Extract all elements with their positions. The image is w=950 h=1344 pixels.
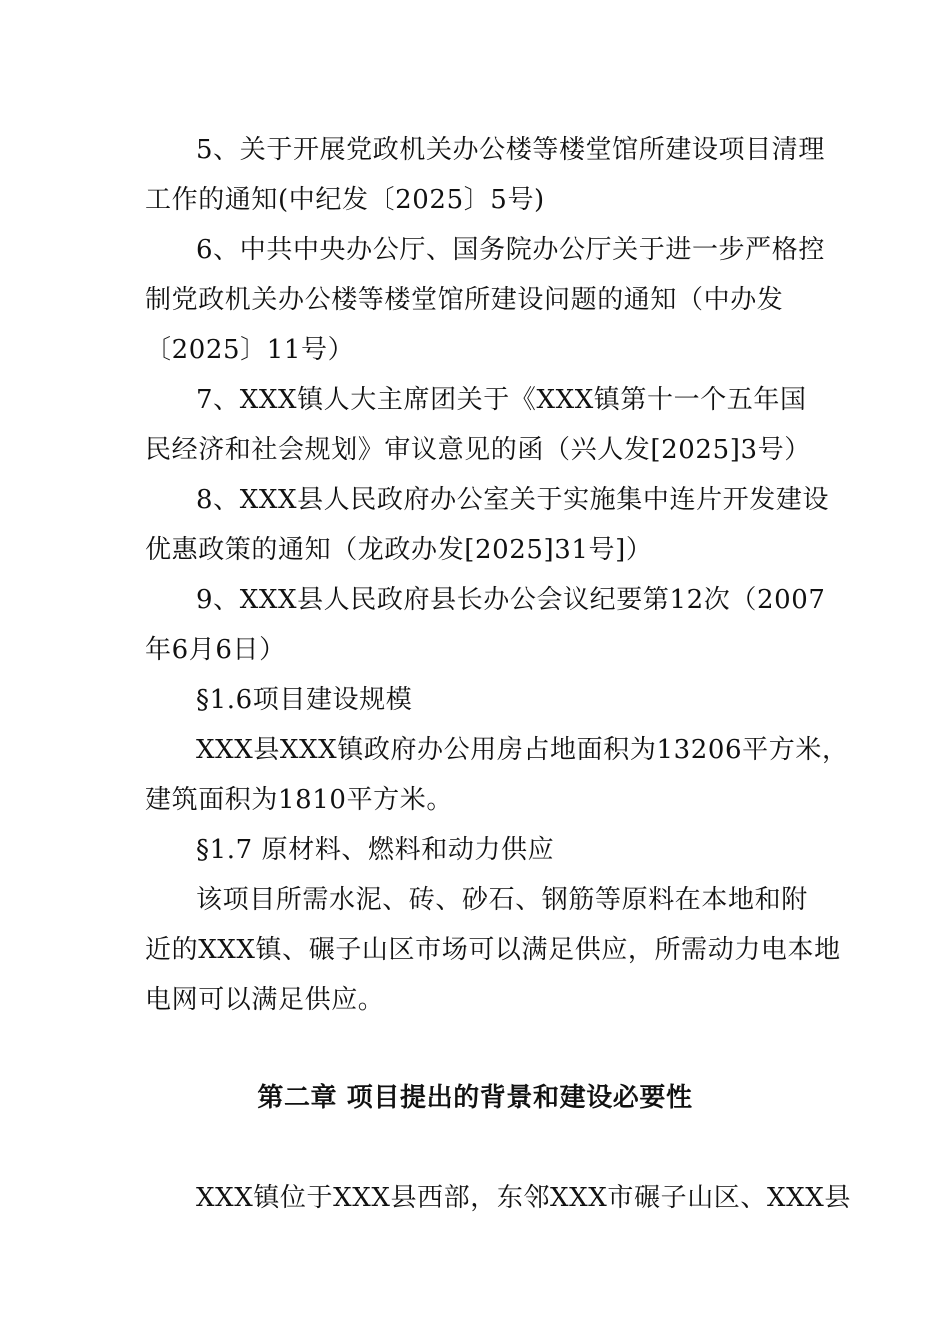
list-item-6-line-1: 6、中共中央办公厅、国务院办公厅关于进一步严格控 xyxy=(196,235,825,265)
list-item-8-line-2: 优惠政策的通知（龙政办发[2025]31号]） xyxy=(145,535,653,565)
list-item-5-line-2: 工作的通知(中纪发〔2025〕5号) xyxy=(145,185,545,215)
section-heading-1-7: §1.7 原材料、燃料和动力供应 xyxy=(196,835,555,865)
list-item-6-line-2: 制党政机关办公楼等楼堂馆所建设问题的通知（中办发 xyxy=(145,285,784,315)
list-item-9-line-2: 年6月6日） xyxy=(145,635,286,665)
list-item-6-line-3: 〔2025〕11号） xyxy=(145,335,355,365)
list-item-9-line-1: 9、XXX县人民政府县长办公会议纪要第12次（2007 xyxy=(196,585,826,615)
list-item-7-line-1: 7、XXX镇人大主席团关于《XXX镇第十一个五年国 xyxy=(196,385,807,415)
paragraph-supply-line-3: 电网可以满足供应。 xyxy=(145,985,385,1015)
section-heading-1-6: §1.6项目建设规模 xyxy=(196,685,413,715)
paragraph-scale-line-2: 建筑面积为1810平方米。 xyxy=(145,785,453,815)
list-item-7-line-2: 民经济和社会规划》审议意见的函（兴人发[2025]3号） xyxy=(145,435,811,465)
paragraph-location-line-1: XXX镇位于XXX县西部，东邻XXX市碾子山区、XXX县 xyxy=(196,1183,851,1213)
paragraph-scale-line-1: XXX县XXX镇政府办公用房占地面积为13206平方米， xyxy=(196,735,849,765)
list-item-8-line-1: 8、XXX县人民政府办公室关于实施集中连片开发建设 xyxy=(196,485,830,515)
paragraph-supply-line-1: 该项目所需水泥、砖、砂石、钢筋等原料在本地和附 xyxy=(196,885,808,915)
chapter-heading: 第二章 项目提出的背景和建设必要性 xyxy=(257,1083,693,1113)
paragraph-supply-line-2: 近的XXX镇、碾子山区市场可以满足供应，所需动力电本地 xyxy=(145,935,841,965)
list-item-5-line-1: 5、关于开展党政机关办公楼等楼堂馆所建设项目清理 xyxy=(196,135,825,165)
